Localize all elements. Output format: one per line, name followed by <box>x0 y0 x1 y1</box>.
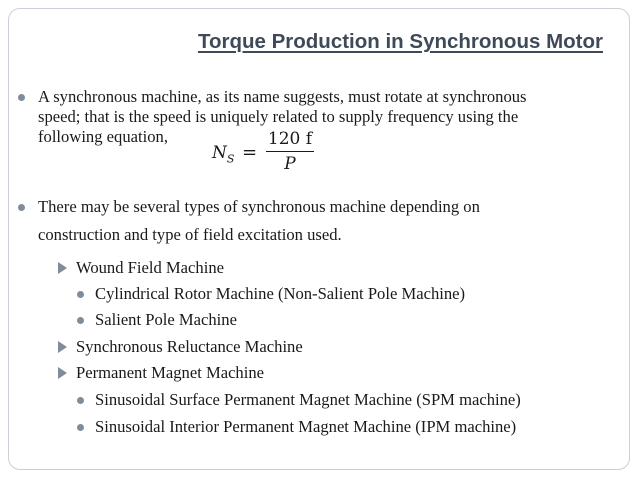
arrow-bullet-icon <box>58 262 67 274</box>
subtype-item: Sinusoidal Surface Permanent Magnet Machine (SPM machine) <box>77 390 521 410</box>
fraction-bar <box>266 151 314 152</box>
subtype-item: Sinusoidal Interior Permanent Magnet Machine (IPM machine) <box>77 417 516 437</box>
bullet-dot-icon <box>18 94 25 101</box>
type-wound-field: Wound Field Machine <box>58 258 224 278</box>
equation-fraction <box>264 128 316 174</box>
bullet-line: There may be several types of synchronous machine depending on <box>38 197 480 216</box>
bullet-dot-icon <box>77 397 84 404</box>
bullet-dot-icon <box>77 291 84 298</box>
bullet-text <box>38 193 618 249</box>
bullet-dot-icon <box>77 317 84 324</box>
subtype-item: Salient Pole Machine <box>77 310 237 330</box>
type-synchronous-reluctance: Synchronous Reluctance Machine <box>58 337 303 357</box>
bullet-dot-icon <box>18 204 25 211</box>
bullet-line: A synchronous machine, as its name suggests, must rotate at synchronous <box>38 87 527 106</box>
bullet-line: construction and type of field excitation used. <box>38 225 342 244</box>
bullet-line: following equation, <box>38 127 168 146</box>
arrow-bullet-icon <box>58 341 67 353</box>
arrow-bullet-icon <box>58 367 67 379</box>
slide-title: Torque Production in Synchronous Motor <box>197 30 603 53</box>
type-permanent-magnet: Permanent Magnet Machine <box>58 363 264 383</box>
equation-lhs: $N_S$ <box>212 143 235 166</box>
bullet-machine-types <box>18 193 618 249</box>
subtype-item: Cylindrical Rotor Machine (Non-Salient Pole Machine) <box>77 284 465 304</box>
bullet-synchronous-speed <box>18 87 618 147</box>
bullet-text <box>38 87 618 147</box>
equation-equals: = <box>242 142 258 163</box>
bullet-line: speed; that is the speed is uniquely related to supply frequency using the <box>38 107 519 126</box>
equation-denominator: P <box>284 154 296 175</box>
bullet-dot-icon <box>77 424 84 431</box>
equation-numerator: 120 f <box>267 129 313 149</box>
